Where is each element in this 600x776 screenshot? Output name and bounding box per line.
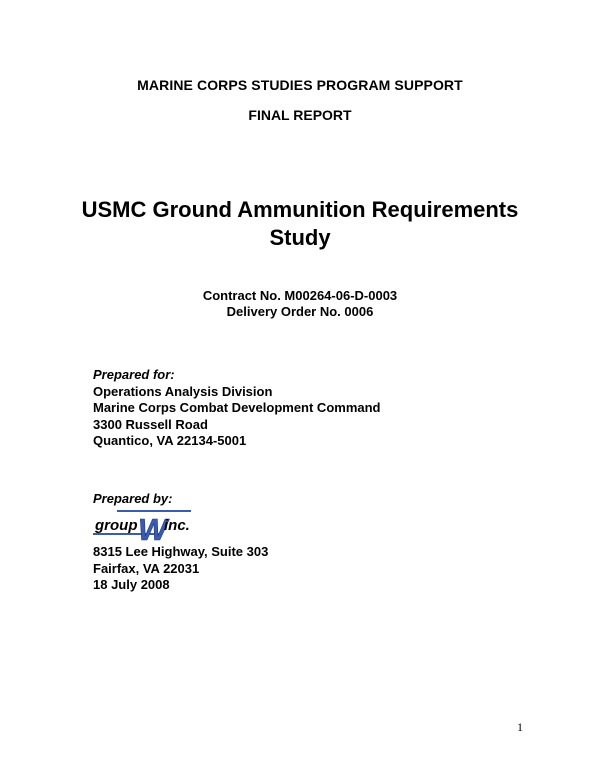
prepared-for-line: 3300 Russell Road xyxy=(93,416,208,432)
report-type: FINAL REPORT xyxy=(248,107,352,123)
prepared-for-line: Marine Corps Combat Development Command xyxy=(93,400,381,415)
logo-text-right: inc. xyxy=(164,517,190,534)
document-title xyxy=(0,196,600,252)
prepared-for-line: Quantico, VA 22134-5001 xyxy=(93,433,247,448)
address-line: Fairfax, VA 22031 xyxy=(93,560,200,576)
groupw-logo xyxy=(93,509,193,543)
logo-text-left: group xyxy=(95,517,138,534)
prepared-for-label: Prepared for: xyxy=(93,367,175,382)
contract-number: Contract No. M00264-06-D-0003 xyxy=(202,288,398,303)
prepared-for-line: Operations Analysis Division xyxy=(93,383,273,399)
program-heading: MARINE CORPS STUDIES PROGRAM SUPPORT xyxy=(137,77,463,93)
address-line: 8315 Lee Highway, Suite 303 xyxy=(93,544,269,559)
title-line-2: Study xyxy=(269,225,331,250)
report-date: 18 July 2008 xyxy=(93,577,170,592)
contract-info xyxy=(0,288,600,320)
title-line-1: USMC Ground Ammunition Requirements xyxy=(81,197,519,222)
prepared-by-block xyxy=(93,491,172,508)
page-number: 1 xyxy=(517,720,523,734)
prepared-for-block xyxy=(93,367,381,450)
logo-letter: W xyxy=(138,512,168,543)
prepared-by-label: Prepared by: xyxy=(93,491,173,506)
prepared-by-address xyxy=(93,544,268,594)
delivery-order: Delivery Order No. 0006 xyxy=(226,304,374,319)
